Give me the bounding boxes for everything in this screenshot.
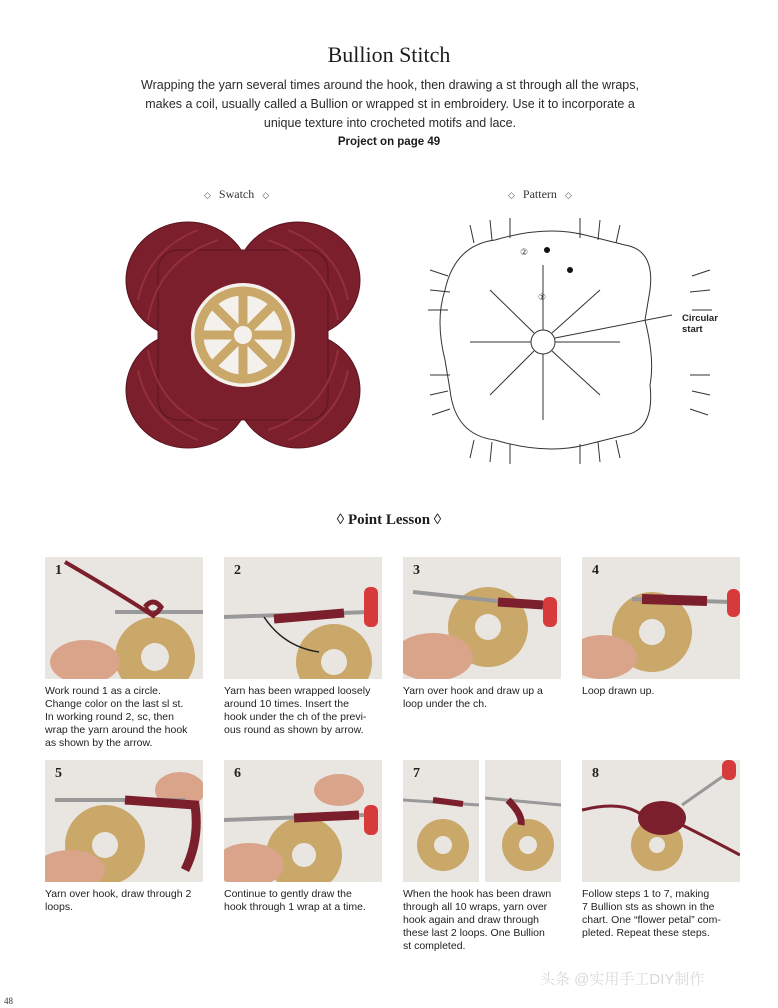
swatch-image bbox=[118, 210, 368, 460]
diamond-icon: ◇ bbox=[564, 190, 572, 200]
step-caption: Yarn over hook, draw through 2 loops. bbox=[45, 888, 192, 913]
step-photo bbox=[45, 557, 203, 679]
diamond-icon: ◇ bbox=[204, 190, 211, 200]
step-caption: Follow steps 1 to 7, making 7 Bullion sts as shown in the chart. One “flower petal” com- pleted. Repeat these steps. bbox=[582, 888, 721, 939]
page-title: Bullion Stitch bbox=[327, 42, 451, 67]
step-caption: Yarn over hook and draw up a loop under the ch. bbox=[403, 685, 543, 710]
step-caption: Yarn has been wrapped loosely around 10 times. Insert the hook under the ch of the previ- ous round as shown by arrow. bbox=[224, 685, 371, 736]
step-8 bbox=[582, 760, 740, 940]
page-number: 48 bbox=[4, 996, 13, 1006]
step-image bbox=[45, 760, 203, 882]
step-image bbox=[224, 557, 382, 679]
step-number: 5 bbox=[55, 766, 62, 781]
step-number: 7 bbox=[413, 766, 420, 781]
step-image bbox=[224, 760, 382, 882]
step-3 bbox=[403, 557, 561, 711]
circular-start-label: Circular start bbox=[682, 313, 718, 335]
step-number: 2 bbox=[234, 563, 241, 578]
step-caption: Loop drawn up. bbox=[582, 685, 655, 697]
step-caption: When the hook has been drawn through all 10 wraps, yarn over hook again and draw through these last 2 loops. One Bullion st completed. bbox=[403, 888, 552, 952]
intro-paragraph: Wrapping the yarn several times around the hook, then drawing a st through all the wraps, makes a coil, usually called a Bullion or wrapped st in embroidery. Use it to incorporate a unique texture into crocheted motifs and lace. bbox=[141, 78, 639, 130]
round-2-marker: ② bbox=[520, 248, 529, 258]
step-photo bbox=[403, 557, 561, 679]
step-image bbox=[582, 557, 740, 679]
step-4 bbox=[582, 557, 740, 698]
project-reference: Project on page 49 bbox=[337, 136, 441, 148]
watermark: 头条 @实用手工DIY制作 bbox=[540, 971, 705, 988]
diamond-icon: ◇ bbox=[262, 190, 270, 200]
step-number: 4 bbox=[592, 563, 599, 578]
round-1-marker: ① bbox=[538, 293, 547, 303]
step-2 bbox=[224, 557, 382, 737]
diamond-icon: ◇ bbox=[508, 190, 515, 200]
step-7 bbox=[403, 760, 561, 953]
step-photo bbox=[582, 760, 740, 882]
step-number: 8 bbox=[592, 766, 599, 781]
step-number: 1 bbox=[55, 563, 62, 578]
step-photo bbox=[224, 557, 382, 679]
step-6 bbox=[224, 760, 382, 914]
step-caption: Work round 1 as a circle. Change color on the last sl st. In working round 2, sc, then wrap the yarn around the hook as shown by the arrow. bbox=[45, 685, 188, 749]
step-photo bbox=[582, 557, 740, 679]
step-photo bbox=[45, 760, 203, 882]
swatch-label: ◇ Swatch ◇ bbox=[204, 187, 270, 201]
pattern-chart bbox=[410, 210, 730, 470]
step-number: 6 bbox=[234, 766, 241, 781]
step-caption: Continue to gently draw the hook through 1 wrap at a time. bbox=[224, 888, 366, 913]
point-lesson-heading: ◊ Point Lesson ◊ bbox=[336, 512, 442, 528]
step-number: 3 bbox=[413, 563, 420, 578]
step-5 bbox=[45, 760, 203, 914]
step-1 bbox=[45, 557, 203, 750]
step-image bbox=[582, 760, 740, 882]
step-image bbox=[403, 760, 561, 882]
step-image bbox=[403, 557, 561, 679]
step-photo bbox=[403, 760, 561, 882]
pattern-label: ◇ Pattern ◇ bbox=[508, 187, 572, 201]
step-photo bbox=[224, 760, 382, 882]
step-image bbox=[45, 557, 203, 679]
